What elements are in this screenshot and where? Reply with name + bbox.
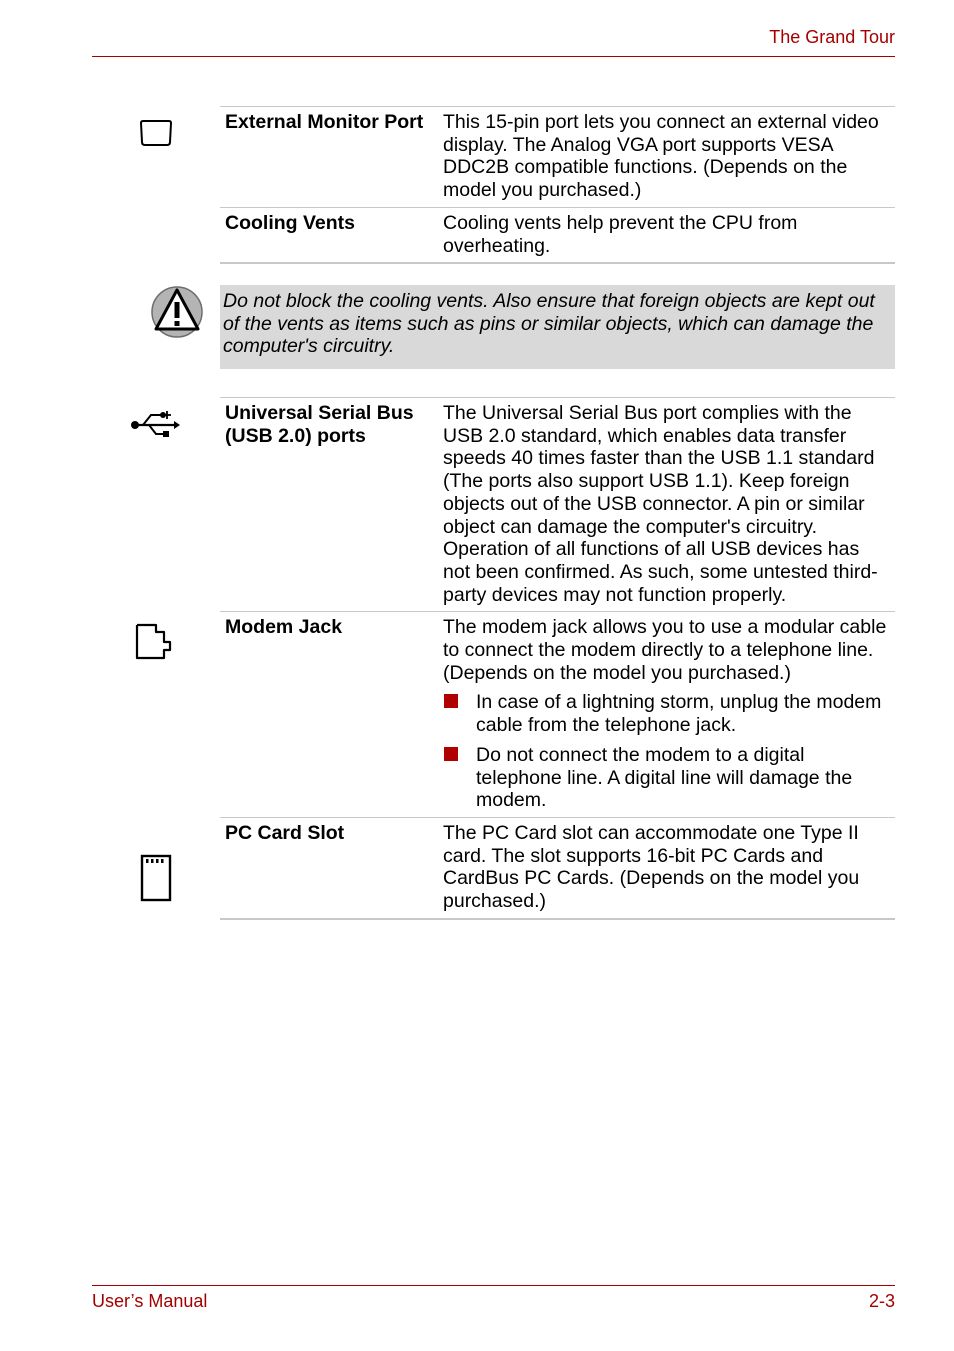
- table-row: [220, 818, 895, 920]
- term-usb-ports: Universal Serial Bus (USB 2.0) ports: [225, 402, 414, 447]
- footer-manual-title: User’s Manual: [92, 1291, 208, 1311]
- external-monitor-port-icon: [138, 118, 174, 148]
- term-cooling-vents: Cooling Vents: [225, 211, 356, 234]
- ports-table-bottom: [220, 397, 895, 920]
- desc-usb-ports: The Universal Serial Bus port complies with the USB 2.0 standard, which enables data transfer speeds 40 times faster than the USB 1.1 standard (The ports also support USB 1.1). Keep foreign objects out of the USB connector. A pin or similar object can damage the computer's circuitry. Operation of all functions of all USB devices has not been confirmed. As such, some untested third-party devices may not function properly.: [443, 402, 878, 606]
- table-row: [220, 208, 895, 264]
- ports-table-top: [220, 106, 895, 264]
- term-pc-card-slot: PC Card Slot: [225, 821, 345, 844]
- warning-icon: [150, 284, 204, 340]
- bullet-text: In case of a lightning storm, unplug the modem cable from the telephone jack.: [476, 691, 882, 737]
- term-external-monitor-port: External Monitor Port: [225, 111, 424, 133]
- pc-card-slot-icon: [138, 852, 174, 904]
- desc-modem-jack: The modem jack allows you to use a modular cable to connect the modem directly to a telephone line. (Depends on the model you purchased.): [443, 616, 887, 684]
- table-row: [220, 612, 895, 818]
- desc-external-monitor-port: This 15-pin port lets you connect an external video display. The Analog VGA port supports VESA DDC2B compatible functions. (Depends on the model you purchased.): [443, 111, 879, 202]
- term-modem-jack: Modem Jack: [225, 616, 343, 639]
- table-row: [220, 398, 895, 612]
- bullet-square-icon: [444, 747, 458, 761]
- desc-modem-jack-cell: [443, 616, 895, 812]
- page-number: 2-3: [868, 1291, 895, 1311]
- table-row: [220, 107, 895, 208]
- desc-cooling-vents: Cooling vents help prevent the CPU from overheating.: [443, 211, 798, 257]
- bullet-item: [443, 691, 891, 736]
- bullet-item: [443, 744, 891, 812]
- usb-icon: [128, 408, 180, 442]
- desc-pc-card-slot: The PC Card slot can accommodate one Type II card. The slot supports 16-bit PC Cards and CardBus PC Cards. (Depends on the model you purchased.): [443, 821, 860, 913]
- warning-note: Do not block the cooling vents. Also ensure that foreign objects are kept out of the vents as items such as pins or similar objects, which can damage the computer's circuitry.: [220, 285, 895, 369]
- modem-jack-icon: [134, 622, 174, 662]
- bullet-text: Do not connect the modem to a digital telephone line. A digital line will damage the modem.: [476, 743, 853, 812]
- bullet-square-icon: [444, 694, 458, 708]
- running-header-title: The Grand Tour: [769, 27, 895, 47]
- header-rule: [92, 56, 895, 57]
- footer-rule: [92, 1285, 895, 1286]
